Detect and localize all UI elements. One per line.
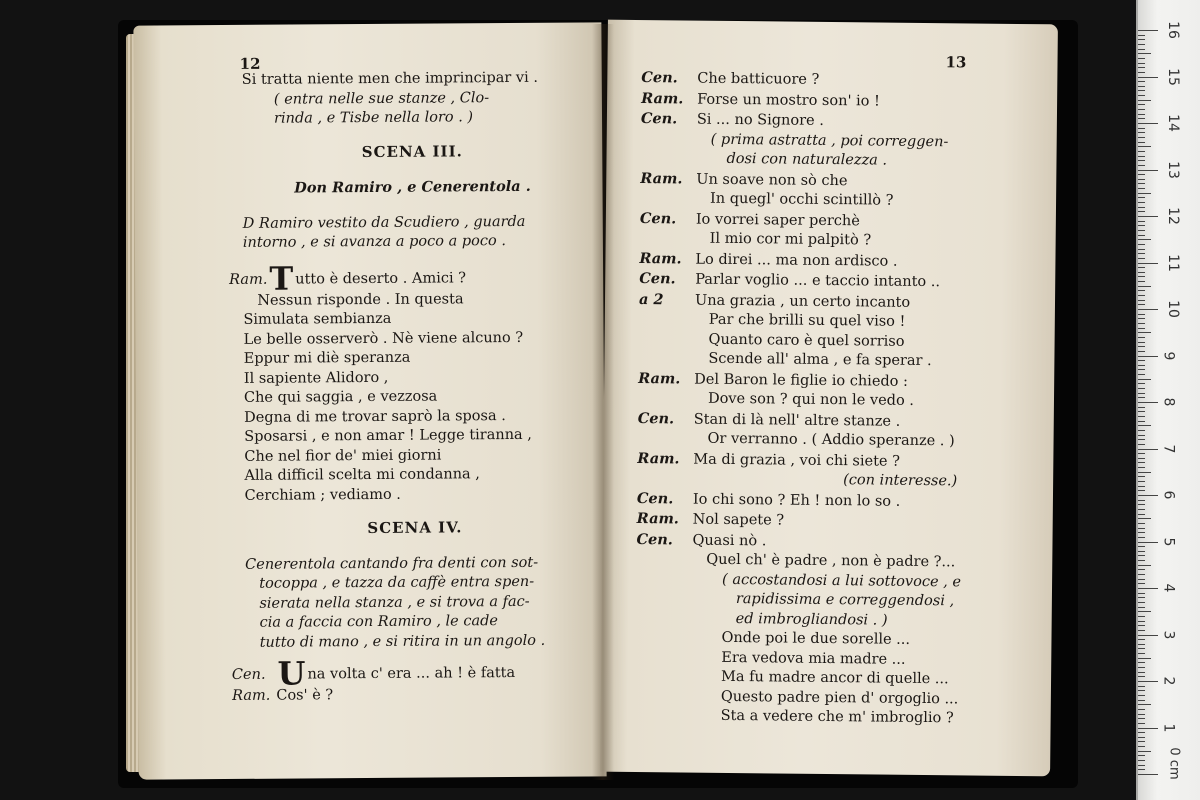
ruler-tick	[1138, 388, 1145, 389]
scene-characters: Don Ramiro , e Cenerentola .	[294, 177, 531, 197]
verse-text: Si ... no Signore .	[696, 111, 824, 129]
page-number-right: 13	[945, 53, 967, 72]
ruler-tick	[1138, 374, 1145, 375]
ruler-tick	[1138, 644, 1145, 645]
ruler-tick	[1138, 323, 1145, 324]
stage-direction: dosi con naturalezza .	[726, 150, 888, 169]
speaker-label: Ram.	[638, 369, 681, 387]
ruler-tick	[1138, 453, 1145, 454]
ruler-tick	[1138, 263, 1158, 264]
ruler-tick	[1138, 555, 1145, 556]
ruler-tick	[1138, 44, 1145, 45]
ruler-number: 13	[1164, 160, 1181, 179]
ruler-tick	[1138, 695, 1145, 696]
verse-text: Stan di là nell' altre stanze .	[693, 411, 901, 430]
ruler-tick	[1138, 714, 1145, 715]
stage-direction: rinda , e Tisbe nella loro . )	[273, 109, 474, 127]
speaker-label: Cen.	[640, 110, 678, 128]
ruler-tick	[1138, 672, 1145, 673]
speaker-label: Ram.	[232, 687, 271, 704]
ruler-tick	[1138, 700, 1145, 701]
page-number-left: 12	[239, 54, 261, 73]
verse-text: Sta a vedere che m' imbroglio ?	[720, 707, 954, 727]
stage-direction: Cenerentola cantando fra denti con sot-	[245, 554, 539, 573]
speaker-label: Ram.	[639, 249, 682, 267]
scene-heading: SCENA IV.	[367, 518, 463, 538]
verse-text: Che batticuore ?	[697, 70, 820, 88]
stage-direction: tocoppa , e tazza da caffè entra spen-	[259, 573, 535, 592]
ruler-tick	[1138, 156, 1145, 157]
verse-text: Quel ch' è padre , non è padre ?...	[706, 551, 956, 571]
ruler-tick	[1138, 81, 1145, 82]
ruler-tick	[1138, 337, 1145, 338]
ruler-tick	[1138, 211, 1145, 212]
ruler-number: 3	[1160, 630, 1177, 639]
stage-direction: ( entra nelle sue stanze , Clo-	[273, 89, 490, 108]
text-line: Si tratta niente men che imprincipar vi .	[241, 69, 538, 88]
ruler-tick	[1138, 490, 1145, 491]
verse-text: Lo direi ... ma non ardisco .	[695, 251, 898, 270]
verse-line: Cerchiam ; vediamo .	[244, 486, 401, 504]
ruler-tick	[1138, 290, 1145, 291]
ruler-tick	[1138, 769, 1145, 770]
ruler-tick	[1138, 332, 1151, 333]
verse-text: Nol sapete ?	[692, 511, 785, 529]
speaker-label: Cen.	[636, 530, 673, 548]
ruler-tick	[1138, 49, 1145, 50]
right-page	[600, 20, 1058, 777]
ruler-tick	[1138, 709, 1145, 710]
speaker-label: Cen.	[639, 209, 677, 227]
ruler-tick	[1138, 365, 1145, 366]
ruler-tick	[1138, 546, 1145, 547]
ruler-tick	[1138, 221, 1145, 222]
ruler-tick	[1138, 104, 1145, 105]
ruler-tick	[1138, 542, 1158, 543]
ruler-tick	[1138, 574, 1145, 575]
ruler-tick	[1138, 276, 1145, 277]
ruler-tick	[1138, 449, 1158, 450]
ruler-number: 2	[1160, 676, 1177, 686]
verse-line: Che qui saggia , e vezzosa	[243, 388, 438, 406]
ruler-tick	[1138, 728, 1158, 729]
verse-text: Cos' è ?	[276, 687, 334, 704]
ruler-tick	[1138, 686, 1145, 687]
verse-text: Parlar voglio ... e taccio intanto ..	[695, 271, 941, 291]
verse-text: Questo padre pien d' orgoglio ...	[720, 688, 959, 707]
ruler-tick	[1138, 137, 1145, 138]
ruler-tick	[1138, 369, 1145, 370]
ruler-tick	[1138, 72, 1145, 73]
ruler-tick	[1138, 318, 1145, 319]
ruler-tick	[1138, 411, 1145, 412]
ruler-tick	[1138, 607, 1145, 608]
drop-cap: T	[269, 259, 294, 298]
ruler-tick	[1138, 132, 1145, 133]
ruler-tick	[1138, 281, 1145, 282]
ruler-tick	[1138, 267, 1145, 268]
verse-text: Onde poi le due sorelle ...	[721, 629, 911, 648]
ruler-tick	[1138, 272, 1145, 273]
ruler-tick	[1138, 193, 1151, 194]
ruler-tick	[1138, 58, 1145, 59]
ruler-tick	[1138, 737, 1145, 738]
stage-direction: intorno , e si avanza a poco a poco .	[242, 233, 506, 251]
ruler-number: 8	[1160, 397, 1177, 407]
ruler-tick	[1138, 407, 1145, 408]
ruler-tick	[1138, 165, 1145, 166]
ruler-tick	[1138, 551, 1145, 552]
ruler-tick	[1138, 90, 1145, 91]
ruler-tick	[1138, 383, 1145, 384]
ruler-tick	[1138, 300, 1145, 301]
ruler-tick	[1138, 723, 1145, 724]
ruler-tick	[1138, 635, 1158, 636]
speaker-label: Ram.	[636, 509, 679, 528]
speaker-label: Cen.	[231, 666, 266, 683]
speaker-label: Cen.	[641, 69, 678, 87]
ruler-tick	[1138, 416, 1145, 417]
ruler-tick	[1138, 565, 1151, 566]
ruler-number: 4	[1160, 583, 1177, 593]
ruler-tick	[1138, 146, 1151, 147]
ruler-tick	[1138, 741, 1145, 742]
ruler-tick	[1138, 500, 1145, 501]
ruler-tick	[1138, 611, 1151, 612]
verse-line	[229, 259, 583, 298]
ruler-tick	[1138, 39, 1145, 40]
ruler-tick	[1138, 476, 1145, 477]
verse-line	[231, 654, 586, 693]
ruler-tick	[1138, 53, 1151, 54]
verse-line: Nessun risponde . In questa	[257, 290, 464, 309]
ruler-tick	[1138, 253, 1145, 254]
ruler-tick	[1138, 569, 1145, 570]
ruler-tick	[1138, 662, 1145, 663]
verse-line: Eppur mi diè speranza	[243, 349, 411, 367]
ruler-tick	[1138, 597, 1145, 598]
ruler-tick	[1138, 360, 1145, 361]
ruler-tick	[1138, 114, 1145, 115]
ruler-tick	[1138, 718, 1145, 719]
ruler-tick	[1138, 472, 1151, 473]
ruler-tick	[1138, 207, 1145, 208]
ruler-tick	[1138, 249, 1145, 250]
ruler-tick	[1138, 467, 1145, 468]
ruler-tick	[1138, 667, 1145, 668]
ruler-tick	[1138, 328, 1145, 329]
ruler-tick	[1138, 258, 1145, 259]
ruler-tick	[1138, 560, 1145, 561]
stage-direction: ( accostandosi a lui sottovoce , e	[722, 571, 962, 590]
ruler-tick	[1138, 486, 1145, 487]
verse-text: Un soave non sò che	[696, 171, 848, 189]
ruler-tick	[1138, 630, 1145, 631]
verse-text: Io chi sono ? Eh ! non lo so .	[692, 491, 901, 510]
ruler-tick	[1138, 704, 1151, 705]
ruler-tick	[1138, 100, 1151, 101]
ruler-tick	[1138, 421, 1145, 422]
ruler-number: 7	[1160, 444, 1177, 453]
ruler-tick	[1138, 583, 1145, 584]
ruler-tick	[1138, 481, 1145, 482]
ruler-number: 9	[1160, 351, 1177, 360]
ruler-number: 1	[1160, 723, 1177, 732]
ruler-tick	[1138, 458, 1145, 459]
left-page-text	[229, 69, 586, 707]
verse-line	[635, 706, 1035, 730]
stage-direction: D Ramiro vestito da Scudiero , guarda	[242, 213, 526, 232]
ruler-tick	[1138, 77, 1158, 78]
verse-text: Io vorrei saper perchè	[695, 211, 860, 229]
verse-line: Il sapiente Alidoro ,	[243, 369, 389, 387]
ruler-tick	[1138, 593, 1145, 594]
ruler-tick	[1138, 244, 1145, 245]
ruler-tick	[1138, 309, 1158, 310]
verse-text: Una grazia , un certo incanto	[694, 292, 911, 311]
speaker-label: Cen.	[639, 270, 676, 288]
verse-text: Quasi nò .	[692, 532, 767, 549]
speaker-label: Ram.	[637, 449, 680, 467]
verse-line: Degna di me trovar saprò la sposa .	[244, 407, 506, 426]
ruler-tick	[1138, 160, 1145, 161]
stage-direction: ( prima astratta , poi correggen-	[710, 131, 949, 150]
verse-line: Sposarsi , e non amar ! Legge tiranna ,	[244, 426, 532, 445]
verse-text: Dove son ? qui non le vedo .	[707, 390, 915, 409]
verse-line	[232, 684, 586, 706]
verse-line: Alla difficil scelta mi condanna ,	[244, 466, 480, 484]
verse-text: Par che brilli su quel viso !	[708, 311, 906, 330]
verse-line: Che nel fior de' miei giorni	[244, 447, 442, 465]
verse-text: utto è deserto . Amici ?	[295, 269, 467, 288]
ruler-tick	[1138, 202, 1145, 203]
ruler-tick	[1138, 588, 1158, 589]
ruler-tick	[1138, 30, 1158, 31]
verse-text: Scende all' alma , e fa sperar .	[708, 350, 932, 370]
ruler-tick	[1138, 439, 1145, 440]
ruler-tick	[1138, 676, 1145, 677]
stage-direction: ed imbrogliandosi . )	[735, 610, 888, 629]
verse-line: Le belle osserverò . Nè viene alcuno ?	[243, 329, 524, 348]
ruler-tick	[1138, 188, 1145, 189]
ruler-tick	[1138, 151, 1145, 152]
ruler-tick	[1138, 179, 1145, 180]
ruler-tick	[1138, 751, 1151, 752]
ruler-tick	[1138, 95, 1145, 96]
verse-text: Or verranno . ( Addio speranze . )	[707, 430, 955, 450]
ruler-tick	[1138, 602, 1145, 603]
verse-line: Simulata sembianza	[243, 310, 392, 328]
speaker-label: Ram.	[640, 169, 683, 187]
ruler-tick	[1138, 118, 1145, 119]
speaker-label: Ram.	[641, 89, 684, 107]
ruler-tick	[1138, 444, 1145, 445]
ruler-tick	[1138, 128, 1145, 129]
verse-text: Quanto caro è quel sorriso	[708, 331, 905, 350]
ruler-number: 16	[1164, 21, 1181, 39]
ruler-tick	[1138, 653, 1145, 654]
ruler-tick	[1138, 523, 1145, 524]
stage-direction: cia a faccia con Ramiro , le cade	[259, 613, 499, 631]
ruler-tick	[1138, 765, 1145, 766]
ruler-tick	[1138, 286, 1151, 287]
right-page-text	[635, 68, 1042, 730]
ruler-number: 14	[1164, 114, 1181, 132]
ruler-tick	[1138, 183, 1145, 184]
ruler-tick	[1138, 351, 1145, 352]
ruler-number: 15	[1164, 67, 1181, 86]
ruler-tick	[1138, 235, 1145, 236]
verse-text: Ma fu madre ancor di quelle ...	[720, 668, 949, 688]
ruler-tick	[1138, 397, 1145, 398]
ruler-tick	[1138, 537, 1145, 538]
ruler-tick	[1138, 430, 1145, 431]
ruler-tick	[1138, 379, 1151, 380]
ruler-tick	[1138, 658, 1151, 659]
ruler-tick	[1138, 760, 1145, 761]
book-gutter	[592, 24, 614, 780]
ruler-tick	[1138, 579, 1145, 580]
speaker-label: Ram.	[229, 271, 268, 288]
verse-text: na volta c' era ... ah ! è fatta	[307, 664, 516, 683]
ruler-tick	[1138, 123, 1158, 124]
stage-direction: rapidissima e correggendosi ,	[735, 591, 955, 610]
speaker-label: a 2	[638, 290, 664, 308]
ruler-tick	[1138, 225, 1145, 226]
ruler-tick	[1138, 528, 1145, 529]
speaker-label: Cen.	[637, 409, 675, 427]
ruler-tick	[1138, 356, 1158, 357]
verse-text: Forse un mostro son' io !	[697, 91, 880, 110]
ruler-number: 5	[1160, 537, 1177, 546]
ruler-tick	[1138, 435, 1145, 436]
ruler-tick	[1138, 648, 1145, 649]
verse-text: Ma di grazia , voi chi siete ?	[693, 451, 900, 470]
ruler-tick	[1138, 402, 1158, 403]
ruler-tick	[1138, 518, 1151, 519]
verse-text: Il mio cor mi palpitò ?	[709, 230, 872, 249]
ruler-tick	[1138, 109, 1145, 110]
ruler-number: 11	[1164, 253, 1181, 272]
ruler-tick	[1138, 86, 1145, 87]
ruler-tick	[1138, 625, 1145, 626]
ruler-tick	[1138, 393, 1145, 394]
ruler-number: 12	[1164, 207, 1181, 225]
ruler-tick	[1138, 616, 1145, 617]
ruler-tick	[1138, 509, 1145, 510]
ruler-tick	[1138, 67, 1145, 68]
ruler-unit-label: 0 cm	[1166, 747, 1182, 780]
ruler-tick	[1138, 774, 1158, 775]
ruler-tick	[1138, 239, 1151, 240]
ruler-tick	[1138, 170, 1158, 171]
drop-cap: U	[277, 654, 306, 693]
ruler-number: 6	[1160, 490, 1177, 500]
ruler-tick	[1138, 514, 1145, 515]
ruler-tick	[1138, 230, 1145, 231]
ruler-tick	[1138, 342, 1145, 343]
ruler-tick	[1138, 304, 1145, 305]
ruler-tick	[1138, 295, 1145, 296]
ruler-tick	[1138, 532, 1145, 533]
verse-text: Era vedova mia madre ...	[721, 649, 906, 668]
ruler-tick	[1138, 690, 1145, 691]
ruler-tick	[1138, 732, 1145, 733]
stage-direction: sierata nella stanza , e si trova a fac-	[259, 593, 530, 612]
ruler-tick	[1138, 504, 1145, 505]
ruler-tick	[1138, 425, 1151, 426]
ruler-tick	[1138, 63, 1145, 64]
scene-heading: SCENA III.	[361, 141, 463, 161]
ruler-number: 10	[1164, 300, 1181, 318]
measuring-ruler	[1136, 0, 1200, 800]
verse-text: Del Baron le figlie io chiedo :	[694, 371, 909, 390]
ruler-tick	[1138, 639, 1145, 640]
ruler-tick	[1138, 216, 1158, 217]
ruler-tick	[1138, 755, 1145, 756]
ruler-tick	[1138, 142, 1145, 143]
ruler-tick	[1138, 746, 1145, 747]
ruler-tick	[1138, 495, 1158, 496]
ruler-tick	[1138, 197, 1145, 198]
speaker-label: Cen.	[636, 489, 674, 507]
ruler-tick	[1138, 681, 1158, 682]
verse-text: In quegl' occhi scintillò ?	[709, 190, 894, 209]
ruler-tick	[1138, 35, 1145, 36]
ruler-tick	[1138, 174, 1145, 175]
stage-direction: tutto di mano , e si ritira in un angolo .	[259, 632, 546, 651]
ruler-tick	[1138, 346, 1145, 347]
ruler-tick	[1138, 462, 1145, 463]
left-page	[133, 22, 606, 779]
ruler-tick	[1138, 621, 1145, 622]
stage-direction: (con interesse.)	[843, 472, 958, 490]
ruler-tick	[1138, 314, 1145, 315]
